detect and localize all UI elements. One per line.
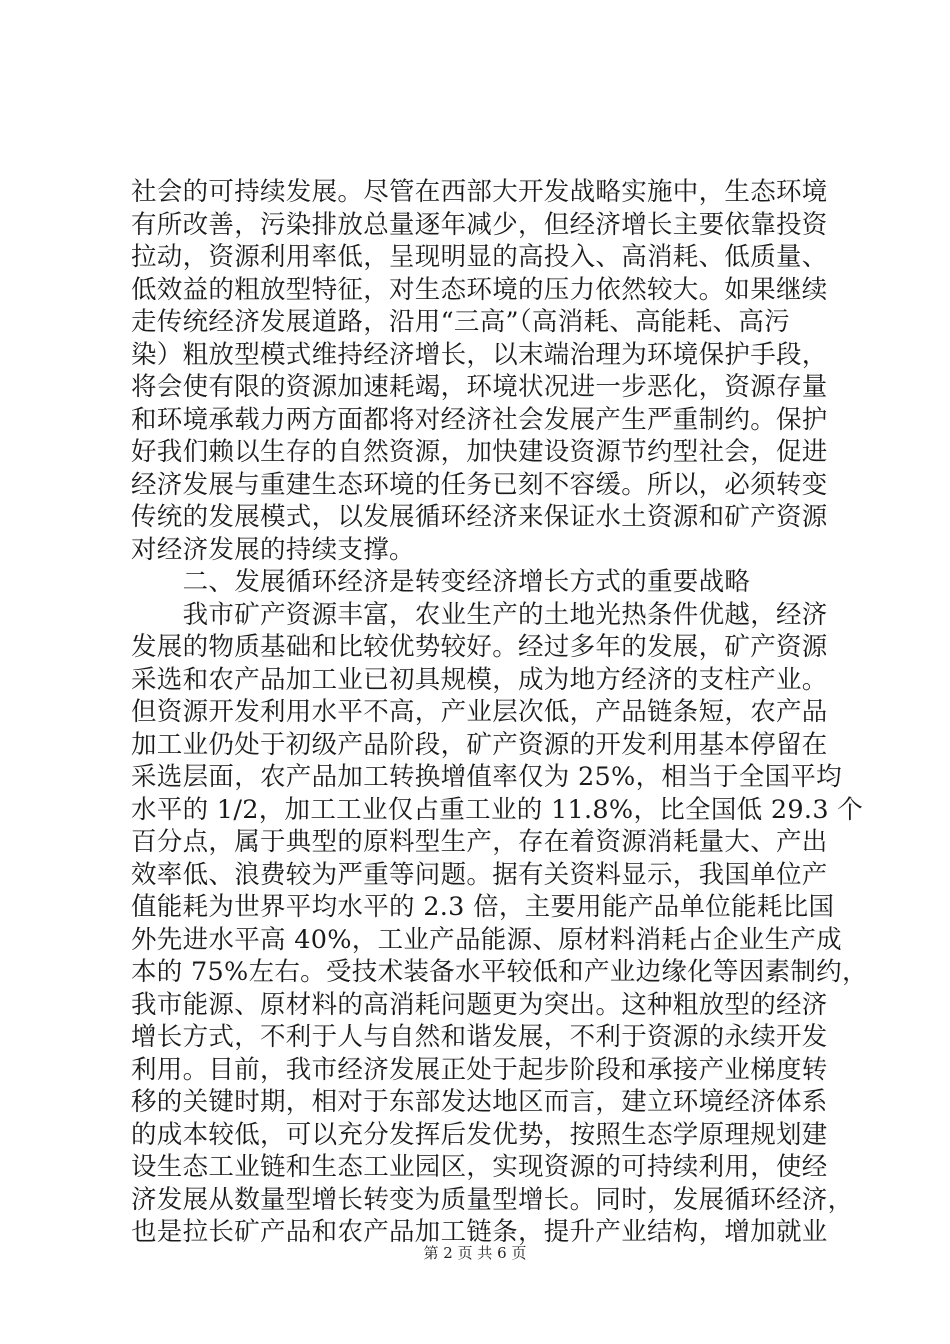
text-line: 经济发展与重建生态环境的任务已刻不容缓。所以，必须转变 bbox=[131, 469, 828, 500]
text-line: 设生态工业链和生态工业园区，实现资源的可持续利用，使经 bbox=[131, 1152, 828, 1182]
text-line: 采选层面，农产品加工转换增值率仅为 25%，相当于全国平均 bbox=[131, 762, 842, 792]
text-line: 有所改善，污染排放总量逐年减少，但经济增长主要依靠投资 bbox=[131, 209, 828, 240]
text-line: 水平的 1/2，加工工业仅占重工业的 11.8%，比全国低 29.3 个 bbox=[131, 794, 864, 825]
text-line: 也是拉长矿产品和农产品加工链条，提升产业结构，增加就业 bbox=[131, 1217, 828, 1247]
text-line: 社会的可持续发展。尽管在西部大开发战略实施中，生态环境 bbox=[131, 177, 828, 207]
section-heading: 二、发展循环经济是转变经济增长方式的重要战略 bbox=[131, 567, 751, 597]
text-line: 外先进水平高 40%，工业产品能源、原材料消耗占企业生产成 bbox=[131, 924, 842, 955]
text-line: 采选和农产品加工业已初具规模，成为地方经济的支柱产业。 bbox=[131, 664, 828, 695]
text-line: 低效益的粗放型特征，对生态环境的压力依然较大。如果继续 bbox=[131, 274, 828, 305]
text-line: 我市矿产资源丰富，农业生产的土地光热条件优越，经济 bbox=[131, 599, 828, 630]
text-line: 对经济发展的持续支撑。 bbox=[131, 534, 415, 565]
text-line: 增长方式，不利于人与自然和谐发展，不利于资源的永续开发 bbox=[131, 1022, 828, 1052]
text-line: 传统的发展模式，以发展循环经济来保证水土资源和矿产资源 bbox=[131, 502, 828, 532]
text-line: 百分点，属于典型的原料型生产，存在着资源消耗量大、产出 bbox=[131, 827, 828, 857]
text-line: 染）粗放型模式维持经济增长，以末端治理为环境保护手段， bbox=[131, 339, 828, 370]
text-line: 加工业仍处于初级产品阶段，矿产资源的开发利用基本停留在 bbox=[131, 729, 828, 760]
page-number-footer: 第 2 页 共 6 页 bbox=[423, 1244, 527, 1262]
text-line: 值能耗为世界平均水平的 2.3 倍，主要用能产品单位能耗比国 bbox=[131, 892, 835, 922]
text-line: 发展的物质基础和比较优势较好。经过多年的发展，矿产资源 bbox=[131, 632, 828, 662]
text-line: 济发展从数量型增长转变为质量型增长。同时，发展循环经济， bbox=[131, 1184, 854, 1215]
text-line: 走传统经济发展道路，沿用“三高”（高消耗、高能耗、高污 bbox=[131, 307, 790, 337]
text-line: 我市能源、原材料的高消耗问题更为突出。这种粗放型的经济 bbox=[131, 989, 828, 1020]
text-line: 利用。目前，我市经济发展正处于起步阶段和承接产业梯度转 bbox=[131, 1054, 828, 1085]
text-line: 本的 75%左右。受技术装备水平较低和产业边缘化等因素制约， bbox=[131, 957, 868, 987]
text-line: 移的关键时期，相对于东部发达地区而言，建立环境经济体系 bbox=[131, 1087, 828, 1117]
text-line: 好我们赖以生存的自然资源，加快建设资源节约型社会，促进 bbox=[131, 437, 828, 467]
text-line: 但资源开发利用水平不高，产业层次低，产品链条短，农产品 bbox=[131, 697, 828, 727]
text-line: 将会使有限的资源加速耗竭，环境状况进一步恶化，资源存量 bbox=[131, 372, 828, 402]
text-line: 拉动，资源利用率低，呈现明显的高投入、高消耗、低质量、 bbox=[131, 242, 828, 272]
text-line: 和环境承载力两方面都将对经济社会发展产生严重制约。保护 bbox=[131, 404, 828, 435]
body-text bbox=[131, 176, 868, 1249]
text-line: 效率低、浪费较为严重等问题。据有关资料显示，我国单位产 bbox=[131, 859, 828, 890]
text-line: 的成本较低，可以充分发挥后发优势，按照生态学原理规划建 bbox=[131, 1119, 828, 1150]
